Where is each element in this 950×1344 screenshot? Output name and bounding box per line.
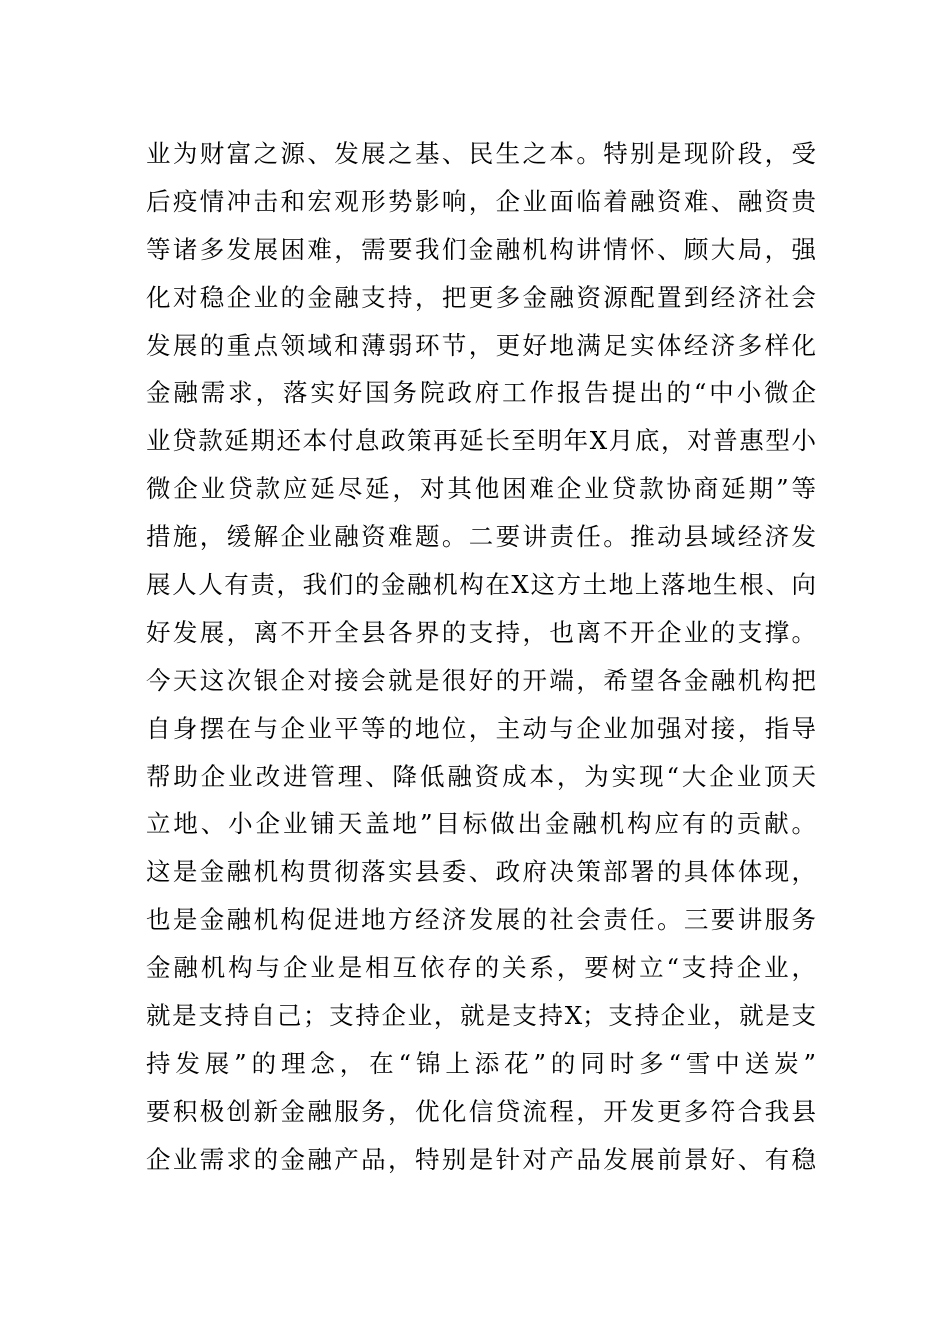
text-line: 就是支持自己；支持企业，就是支持X；支持企业，就是支 [146, 1001, 816, 1031]
text-line: 企业需求的金融产品，特别是针对产品发展前景好、有稳 [146, 1144, 816, 1174]
text-line: 也是金融机构促进地方经济发展的社会责任。三要讲服务 [146, 905, 816, 935]
text-line: 发展的重点领域和薄弱环节，更好地满足实体经济多样化 [146, 330, 816, 360]
text-line: 金融需求，落实好国务院政府工作报告提出的“中小微企 [146, 378, 816, 408]
text-line: 业为财富之源、发展之基、民生之本。特别是现阶段，受 [146, 139, 816, 168]
text-line: 业贷款延期还本付息政策再延长至明年X月底，对普惠型小 [146, 426, 816, 456]
text-line: 今天这次银企对接会就是很好的开端，希望各金融机构把 [146, 665, 816, 695]
text-line: 要积极创新金融服务，优化信贷流程，开发更多符合我县 [146, 1096, 816, 1126]
text-line: 等诸多发展困难，需要我们金融机构讲情怀、顾大局，强 [146, 234, 816, 264]
text-line: 措施，缓解企业融资难题。二要讲责任。推动县域经济发 [146, 522, 816, 552]
text-line: 后疫情冲击和宏观形势影响，企业面临着融资难、融资贵 [146, 186, 816, 216]
text-line: 金融机构与企业是相互依存的关系，要树立“支持企业， [146, 953, 816, 983]
text-line: 微企业贷款应延尽延，对其他困难企业贷款协商延期”等 [146, 474, 816, 504]
text-line: 好发展，离不开全县各界的支持，也离不开企业的支撑。 [146, 617, 816, 647]
body-text [146, 130, 816, 1184]
text-line: 这是金融机构贯彻落实县委、政府决策部署的具体体现， [146, 857, 816, 887]
text-line: 展人人有责，我们的金融机构在X这方土地上落地生根、向 [146, 570, 816, 600]
text-line: 立地、小企业铺天盖地”目标做出金融机构应有的贡献。 [146, 809, 816, 839]
text-line: 自身摆在与企业平等的地位，主动与企业加强对接，指导 [146, 713, 816, 743]
text-line: 持发展”的理念，在“锦上添花”的同时多“雪中送炭” [146, 1048, 816, 1078]
text-line: 化对稳企业的金融支持，把更多金融资源配置到经济社会 [146, 282, 816, 312]
text-line: 帮助企业改进管理、降低融资成本，为实现“大企业顶天 [146, 761, 816, 791]
